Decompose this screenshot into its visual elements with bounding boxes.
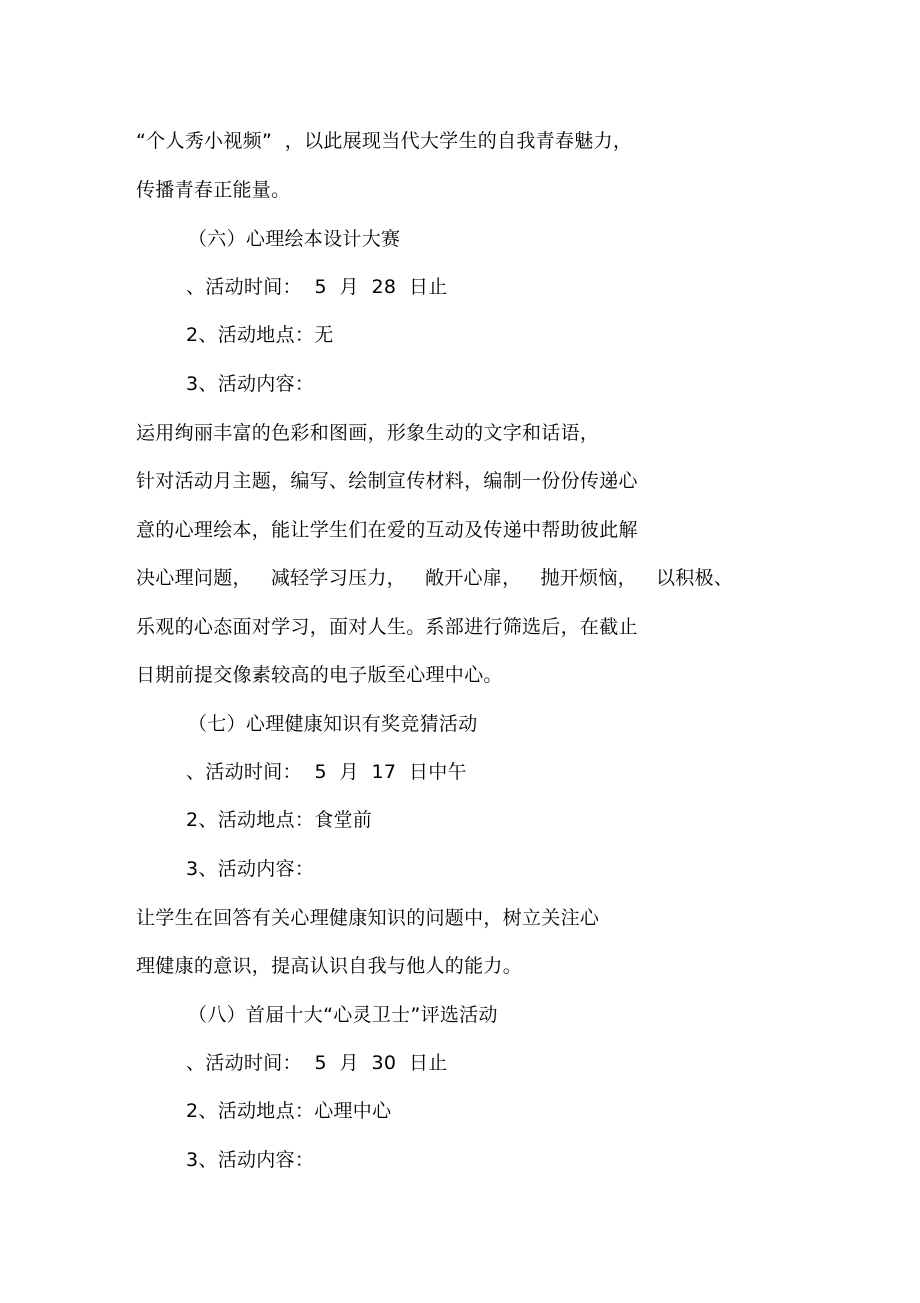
activity-content-label: 3、活动内容： [186, 858, 315, 880]
activity-location: 2、活动地点：无 [186, 324, 334, 346]
paragraph-line: 意的心理绘本，能让学生们在爱的互动及传递中帮助彼此解 [136, 519, 638, 541]
activity-content-label: 3、活动内容： [186, 373, 315, 395]
activity-time: 、活动时间： 5 月 28 日止 [186, 276, 448, 298]
paragraph-line: 理健康的意识，提高认识自我与他人的能力。 [136, 955, 523, 977]
paragraph-line: 运用绚丽丰富的色彩和图画，形象生动的文字和话语， [136, 422, 600, 444]
paragraph-line: “个人秀小视频” ，以此展现当代大学生的自我青春魅力， [136, 130, 633, 152]
activity-time: 、活动时间： 5 月 30 日止 [186, 1052, 448, 1074]
activity-location: 2、活动地点：心理中心 [186, 1100, 392, 1122]
section-heading-six: （六）心理绘本设计大赛 [188, 228, 401, 250]
paragraph-line: 乐观的心态面对学习，面对人生。系部进行筛选后，在截止 [136, 616, 638, 638]
paragraph-line: 决心理问题， 减轻学习压力， 敞开心扉， 抛开烦恼， 以积极、 [136, 567, 734, 589]
section-heading-seven: （七）心理健康知识有奖竞猜活动 [188, 713, 478, 735]
paragraph-line: 日期前提交像素较高的电子版至心理中心。 [136, 664, 503, 686]
activity-location: 2、活动地点：食堂前 [186, 809, 373, 831]
paragraph-line: 让学生在回答有关心理健康知识的问题中，树立关注心 [136, 907, 600, 929]
section-heading-eight: （八）首届十大“心灵卫士”评选活动 [188, 1004, 498, 1026]
activity-time: 、活动时间： 5 月 17 日中午 [186, 761, 467, 783]
paragraph-line: 针对活动月主题，编写、绘制宣传材料，编制一份份传递心 [136, 470, 638, 492]
paragraph-line: 传播青春正能量。 [136, 179, 291, 201]
activity-content-label: 3、活动内容： [186, 1149, 315, 1171]
